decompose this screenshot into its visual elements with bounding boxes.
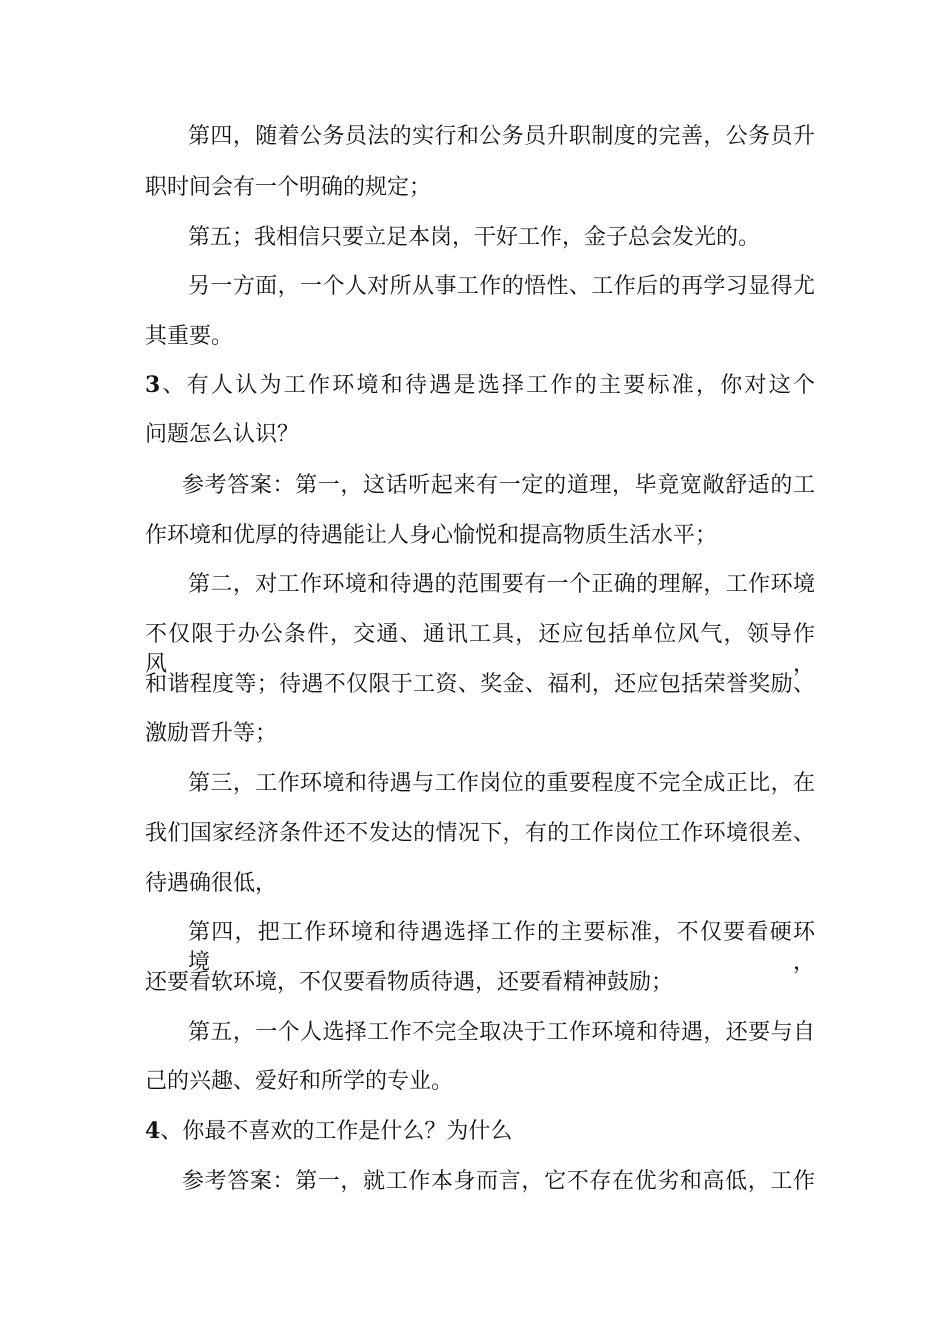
answer-line: 待遇确很低，	[145, 871, 278, 896]
answer-line: 激励晋升等；	[145, 721, 278, 746]
answer-line: 第五，一个人选择工作不完全取决于工作环境和待遇，还要与自	[188, 1020, 815, 1045]
answer-line: 第二，对工作环境和待遇的范围要有一个正确的理解，工作环境	[188, 572, 815, 597]
paragraph-line: 第五；我相信只要立足本岗，干好工作，金子总会发光的。	[188, 225, 761, 250]
answer-line: 和谐程度等；待遇不仅限于工资、奖金、福利，还应包括荣誉奖励、	[145, 672, 815, 697]
paragraph-line: 职时间会有一个明确的规定；	[145, 175, 432, 200]
answer-line: 不仅限于办公条件，交通、通讯工具，还应包括单位风气，领导作风，	[145, 622, 815, 677]
question-number: 4	[145, 1118, 161, 1144]
paragraph-line: 另一方面，一个人对所从事工作的悟性、工作后的再学习显得尤	[188, 274, 815, 299]
question-number: 3	[145, 372, 161, 398]
answer-line: 还要看软环境，不仅要看物质待遇，还要看精神鼓励；	[145, 970, 674, 995]
answer-line: 作环境和优厚的待遇能让人身心愉悦和提高物质生活水平；	[145, 523, 718, 548]
answer-line: 参考答案：第一，就工作本身而言，它不存在优劣和高低，工作	[182, 1169, 815, 1194]
paragraph-line: 第四，随着公务员法的实行和公务员升职制度的完善，公务员升	[188, 124, 815, 149]
question-heading-line: 问题怎么认识？	[145, 422, 300, 447]
question-text: 、有人认为工作环境和待遇是选择工作的主要标准，你对这个	[160, 373, 815, 398]
answer-line: 第四，把工作环境和待遇选择工作的主要标准，不仅要看硬环境，	[188, 920, 815, 975]
question-heading	[145, 370, 815, 401]
answer-line: 己的兴趣、爱好和所学的专业。	[145, 1069, 454, 1094]
answer-line: 第三，工作环境和待遇与工作岗位的重要程度不完全成正比，在	[188, 771, 815, 796]
question-text: 、你最不喜欢的工作是什么？为什么	[160, 1119, 513, 1144]
answer-line: 我们国家经济条件还不发达的情况下，有的工作岗位工作环境很差、	[145, 821, 815, 846]
paragraph-line: 其重要。	[145, 324, 234, 349]
answer-line: 参考答案：第一，这话听起来有一定的道理，毕竟宽敞舒适的工	[182, 473, 815, 498]
question-heading	[145, 1116, 815, 1147]
